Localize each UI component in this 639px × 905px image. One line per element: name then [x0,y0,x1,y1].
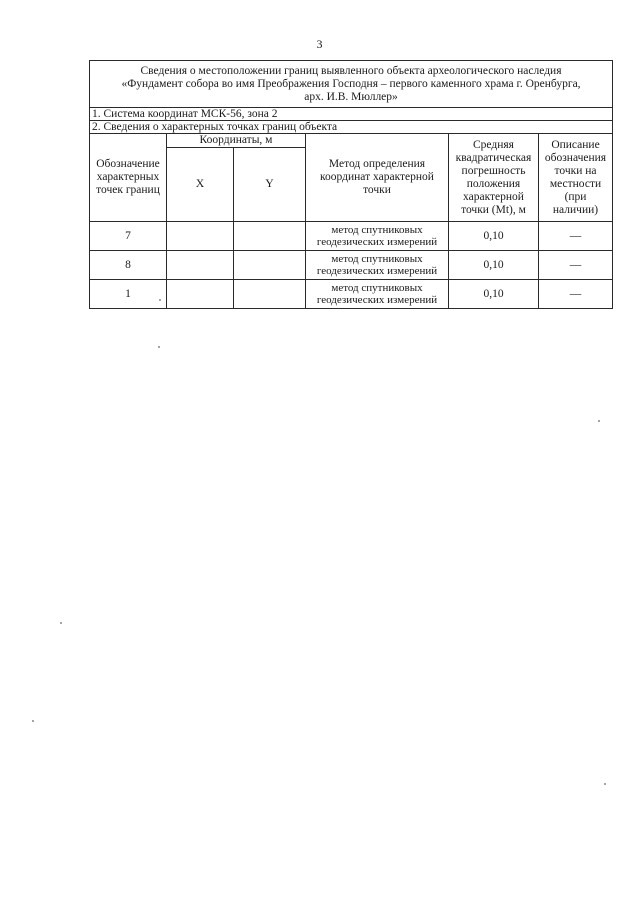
x-cell [167,222,234,251]
y-cell [234,222,306,251]
scan-speck [32,720,34,722]
header-method: Метод определения координат характерной точки [306,134,449,222]
y-cell [234,251,306,280]
header-y: Y [234,148,306,222]
error-cell: 0,10 [449,222,539,251]
document-title [90,61,613,108]
table-row [90,222,613,251]
error-cell: 0,10 [449,251,539,280]
header-x: X [167,148,234,222]
boundary-points-table [89,60,613,309]
table-row [90,251,613,280]
description-cell: — [539,222,613,251]
boundary-points-heading: 2. Сведения о характерных точках границ объекта [90,121,613,134]
description-cell: — [539,280,613,309]
title-line-2: «Фундамент собора во имя Преображения Господня – первого каменного храма г. Оренбурга, [121,77,581,90]
header-error: Средняя квадратическая погрешность положения характерной точки (Mt), м [449,134,539,222]
point-cell: 1 [90,280,167,309]
header-coordinates: Координаты, м [167,134,306,148]
title-line-1: Сведения о местоположении границ выявленного объекта археологического наследия [140,64,562,77]
error-cell: 0,10 [449,280,539,309]
header-description: Описание обозначения точки на местности (при наличии) [539,134,613,222]
coordinate-system-heading: 1. Система координат МСК-56, зона 2 [90,108,613,121]
point-cell: 7 [90,222,167,251]
table-row [90,280,613,309]
method-cell: метод спутниковых геодезических измерений [306,251,449,280]
title-line-3: арх. И.В. Мюллер» [304,90,398,103]
page-number: 3 [316,37,323,51]
scan-speck [604,783,606,785]
scan-speck [159,299,161,301]
scan-speck [598,420,600,422]
x-cell [167,280,234,309]
y-cell [234,280,306,309]
description-cell: — [539,251,613,280]
scan-speck [60,622,62,624]
x-cell [167,251,234,280]
scan-speck [158,346,160,348]
method-cell: метод спутниковых геодезических измерений [306,280,449,309]
method-cell: метод спутниковых геодезических измерений [306,222,449,251]
point-cell: 8 [90,251,167,280]
header-point-designation: Обозначение характерных точек границ [90,134,167,222]
